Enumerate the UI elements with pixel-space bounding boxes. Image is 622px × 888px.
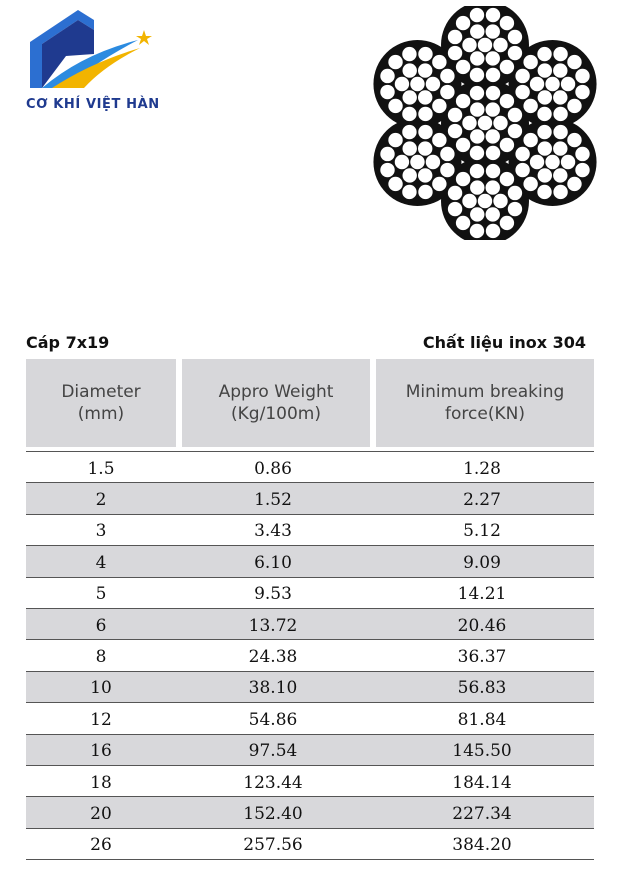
cell-weight: 257.56 — [243, 835, 303, 856]
cell-breaking-force: 384.20 — [452, 835, 512, 856]
table-row — [26, 640, 594, 671]
cell-diameter: 4 — [95, 552, 107, 573]
table-row — [26, 829, 594, 860]
cell-weight: 6.10 — [254, 552, 292, 573]
table-body — [26, 451, 594, 860]
material-label: Chất liệu inox 304 — [422, 333, 586, 352]
cell-diameter: 10 — [90, 678, 112, 699]
cell-diameter: 5 — [95, 584, 107, 605]
header-diameter: Diameter (mm) — [26, 359, 176, 447]
cell-breaking-force: 81.84 — [457, 709, 507, 730]
cable-type-label: Cáp 7x19 — [26, 333, 110, 352]
cell-weight: 0.86 — [254, 458, 292, 479]
cell-breaking-force: 56.83 — [457, 678, 507, 699]
cell-weight: 54.86 — [248, 709, 298, 730]
cell-diameter: 8 — [95, 647, 107, 668]
table-row — [26, 609, 594, 640]
table-row — [26, 483, 594, 514]
cell-breaking-force: 20.46 — [457, 615, 507, 636]
cell-diameter: 12 — [90, 709, 112, 730]
cell-diameter: 16 — [90, 741, 112, 762]
cell-weight: 9.53 — [254, 584, 292, 605]
cell-weight: 1.52 — [254, 490, 292, 511]
cell-weight: 123.44 — [243, 772, 303, 793]
cell-breaking-force: 36.37 — [457, 647, 507, 668]
cell-diameter: 2 — [95, 490, 107, 511]
cell-diameter: 20 — [90, 803, 112, 824]
cell-diameter: 1.5 — [87, 458, 115, 479]
cell-breaking-force: 5.12 — [463, 521, 501, 542]
cell-diameter: 18 — [90, 772, 112, 793]
table-row — [26, 515, 594, 546]
spec-table — [26, 359, 594, 860]
cell-breaking-force: 227.34 — [452, 803, 512, 824]
table-row — [26, 797, 594, 828]
cell-diameter: 6 — [95, 615, 107, 636]
cell-breaking-force: 184.14 — [452, 772, 512, 793]
table-row — [26, 672, 594, 703]
cell-weight: 13.72 — [248, 615, 298, 636]
cell-breaking-force: 1.28 — [463, 458, 501, 479]
cell-breaking-force: 145.50 — [452, 741, 512, 762]
table-row — [26, 703, 594, 734]
table-header — [26, 359, 594, 451]
cell-breaking-force: 14.21 — [457, 584, 507, 605]
table-row — [26, 578, 594, 609]
cell-weight: 3.43 — [254, 521, 292, 542]
wire-rope-cross-section-icon — [355, 6, 615, 240]
header-breaking-force: Minimum breaking force(KN) — [376, 359, 594, 447]
table-row — [26, 546, 594, 577]
table-row — [26, 766, 594, 797]
brand-name: CƠ KHÍ VIỆT HÀN — [26, 97, 160, 112]
table-row — [26, 735, 594, 766]
cell-weight: 152.40 — [243, 803, 303, 824]
cell-weight: 24.38 — [248, 647, 298, 668]
cell-breaking-force: 9.09 — [463, 552, 501, 573]
cell-diameter: 26 — [90, 835, 112, 856]
cell-weight: 38.10 — [248, 678, 298, 699]
cell-breaking-force: 2.27 — [463, 490, 501, 511]
cell-diameter: 3 — [95, 521, 107, 542]
header-weight: Appro Weight (Kg/100m) — [182, 359, 370, 447]
table-row — [26, 452, 594, 483]
cell-weight: 97.54 — [248, 741, 298, 762]
